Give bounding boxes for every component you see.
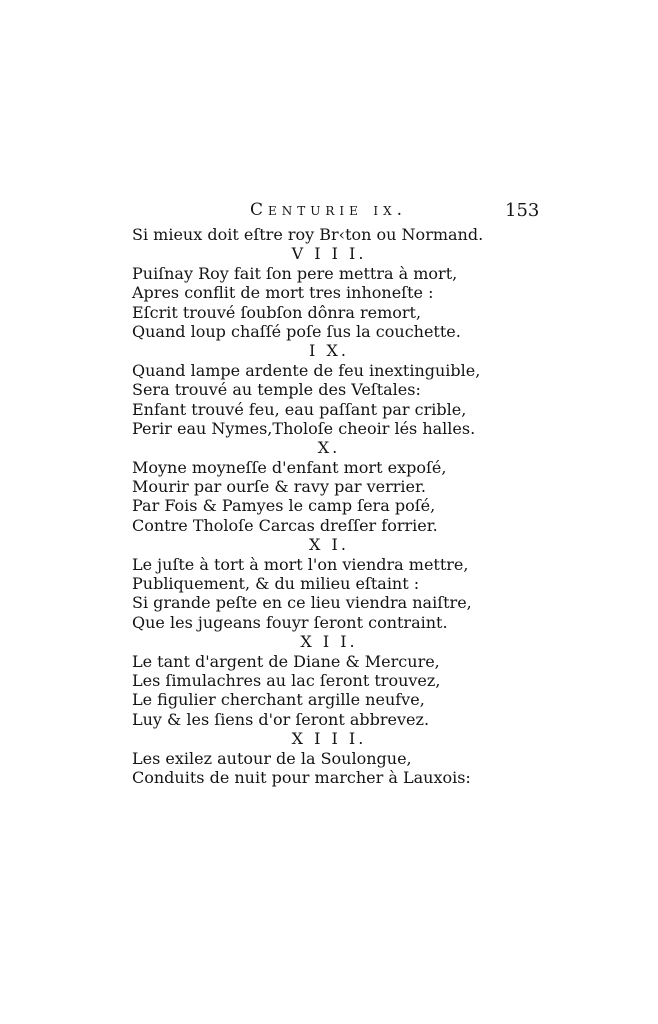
quatrain-number: X I. — [309, 535, 349, 555]
verse-line: Quand loup chaſſé poſe ſus la couchette. — [132, 321, 461, 341]
verse-line: Si mieux doit eſtre roy Br‹ton ou Normand. — [132, 225, 484, 244]
verse-line: Mourir par ourſe & ravy par verrier. — [132, 477, 426, 497]
verse-line: Puiſnay Roy fait ſon pere mettra à mort, — [132, 263, 458, 283]
verse-line: Eſcrit trouvé ſoubſon dônra remort, — [132, 302, 422, 322]
running-title: Centurie ix. — [250, 200, 408, 220]
page-header — [250, 200, 650, 226]
verse-line: Contre Tholoſe Carcas dreſſer forrier. — [132, 515, 438, 535]
verse-line: Par Fois & Pamyes le camp ſera poſé, — [132, 496, 436, 516]
verse-line: Apres conflit de mort tres inhoneſte : — [132, 283, 434, 303]
verse-line: Le tant d'argent de Diane & Mercure, — [132, 651, 440, 671]
verse-line: Conduits de nuit pour marcher à Lauxois: — [132, 767, 471, 787]
quatrain-number: X I I. — [300, 632, 358, 652]
quatrain-number: X. — [317, 438, 341, 458]
verse-line: Publiquement, & du milieu eſtaint : — [132, 574, 420, 594]
verse-line: Perir eau Nymes,Tholoſe cheoir lés halles. — [132, 418, 476, 438]
verse-line: Les ſimulachres au lac ſeront trouvez, — [132, 670, 441, 690]
page-number: 153 — [505, 200, 540, 221]
quatrain-number: V I I I. — [291, 244, 367, 264]
verse-line: Si grande peſte en ce lieu viendra naiſtre, — [132, 593, 472, 613]
verse-line: Moyne moyneſſe d'enfant mort expoſé, — [132, 457, 447, 477]
verse-line: Le figulier cherchant argille neufve, — [132, 690, 425, 710]
quatrain-text — [132, 225, 482, 787]
verse-line: Enfant trouvé feu, eau paſſant par crible, — [132, 399, 467, 419]
verse-line: Les exilez autour de la Soulongue, — [132, 748, 412, 768]
verse-line: Sera trouvé au temple des Veſtales: — [132, 380, 421, 400]
quatrain-number: X I I I. — [291, 729, 367, 749]
verse-line: Le juſte à tort à mort l'on viendra mettre, — [132, 554, 469, 574]
quatrain-number: I X. — [309, 341, 349, 361]
verse-line: Que les jugeans fouyr ſeront contraint. — [132, 612, 448, 632]
verse-line: Quand lampe ardente de feu inextinguible, — [132, 360, 481, 380]
verse-line: Luy & les ſiens d'or ſeront abbrevez. — [132, 709, 430, 729]
